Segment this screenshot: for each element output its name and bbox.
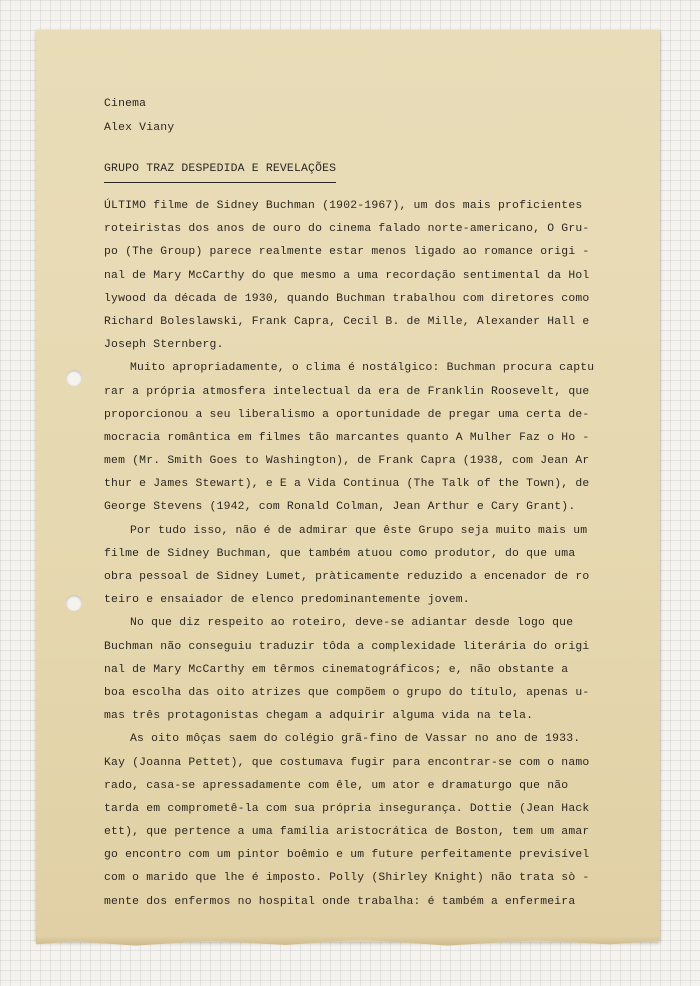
text-line: teiro e ensaiador de elenco predominantemente jovem. xyxy=(104,594,470,607)
text-line: roteiristas dos anos de ouro do cinema falado norte-americano, O Gru- xyxy=(104,223,590,236)
text-line: Kay (Joanna Pettet), que costumava fugir para encontrar-se com o namo xyxy=(104,756,590,769)
text-line: mas três protagonistas chegam a adquirir alguma vida na tela. xyxy=(104,710,534,723)
author-name: Alex Viany xyxy=(104,122,175,134)
text-line: ett), que pertence a uma família aristocrática de Boston, tem um amar xyxy=(104,826,590,839)
text-line: rar a própria atmosfera intelectual da era de Franklin Roosevelt, que xyxy=(104,385,590,398)
text-line: thur e James Stewart), e E a Vida Continua (The Talk of the Town), de xyxy=(104,478,590,491)
typewritten-page xyxy=(104,92,624,914)
text-line: Joseph Sternberg. xyxy=(104,339,224,352)
text-line: go encontro com um pintor boêmio e um future perfeitamente previsível xyxy=(104,849,590,862)
text-line: ÚLTIMO filme de Sidney Buchman (1902-1967), um dos mais proficientes xyxy=(104,200,583,212)
text-line: No que diz respeito ao roteiro, deve-se adiantar desde logo que xyxy=(130,617,574,630)
text-line: mocracia romântica em filmes tão marcantes quanto A Mulher Faz o Ho - xyxy=(104,431,590,444)
punch-hole-bottom xyxy=(66,595,82,611)
text-line: proporcionou a seu liberalismo a oportunidade de pregar uma certa de- xyxy=(104,408,590,421)
text-line: nal de Mary McCarthy em têrmos cinematográficos; e, não obstante a xyxy=(104,663,569,676)
text-line: As oito môças saem do colégio grã-fino de Vassar no ano de 1933. xyxy=(130,733,581,746)
article-title: GRUPO TRAZ DESPEDIDA E REVELAÇÕES xyxy=(104,156,336,183)
text-line: Richard Boleslawski, Frank Capra, Cecil B. de Mille, Alexander Hall e xyxy=(104,315,590,328)
text-line: filme de Sidney Buchman, que também atuou como produtor, do que uma xyxy=(104,547,576,560)
article-body xyxy=(104,195,624,914)
text-line: Muito apropriadamente, o clima é nostálgico: Buchman procura captu xyxy=(130,362,595,375)
text-line: obra pessoal de Sidney Lumet, pràticamente reduzido a encenador de ro xyxy=(104,571,590,583)
text-line: po (The Group) parece realmente estar menos ligado ao romance origi - xyxy=(104,246,590,259)
section-label: Cinema xyxy=(104,98,147,110)
text-line: lywood da década de 1930, quando Buchman trabalhou com diretores como xyxy=(104,292,590,305)
text-line: mem (Mr. Smith Goes to Washington), de Frank Capra (1938, com Jean Ar xyxy=(104,455,590,468)
text-line: tarda em comprometê-la com sua própria insegurança. Dottie (Jean Hack xyxy=(104,802,590,815)
text-line: George Stevens (1942, com Ronald Colman, Jean Arthur e Cary Grant). xyxy=(104,501,576,514)
text-line: Por tudo isso, não é de admirar que êste Grupo seja muito mais um xyxy=(130,524,588,537)
text-line: Buchman não conseguiu traduzir tôda a complexidade literária do origi xyxy=(104,640,590,653)
text-line: rado, casa-se apressadamente com êle, um ator e dramaturgo que não xyxy=(104,779,569,792)
text-line: com o marido que lhe é imposto. Polly (Shirley Knight) não trata sò - xyxy=(104,872,590,885)
text-line: mente dos enfermos no hospital onde trabalha: é também a enfermeira xyxy=(104,895,576,908)
text-line: nal de Mary McCarthy do que mesmo a uma recordação sentimental da Hol xyxy=(104,269,590,282)
text-line: boa escolha das oito atrizes que compõem o grupo do título, apenas u- xyxy=(104,686,590,699)
punch-hole-top xyxy=(66,370,82,386)
